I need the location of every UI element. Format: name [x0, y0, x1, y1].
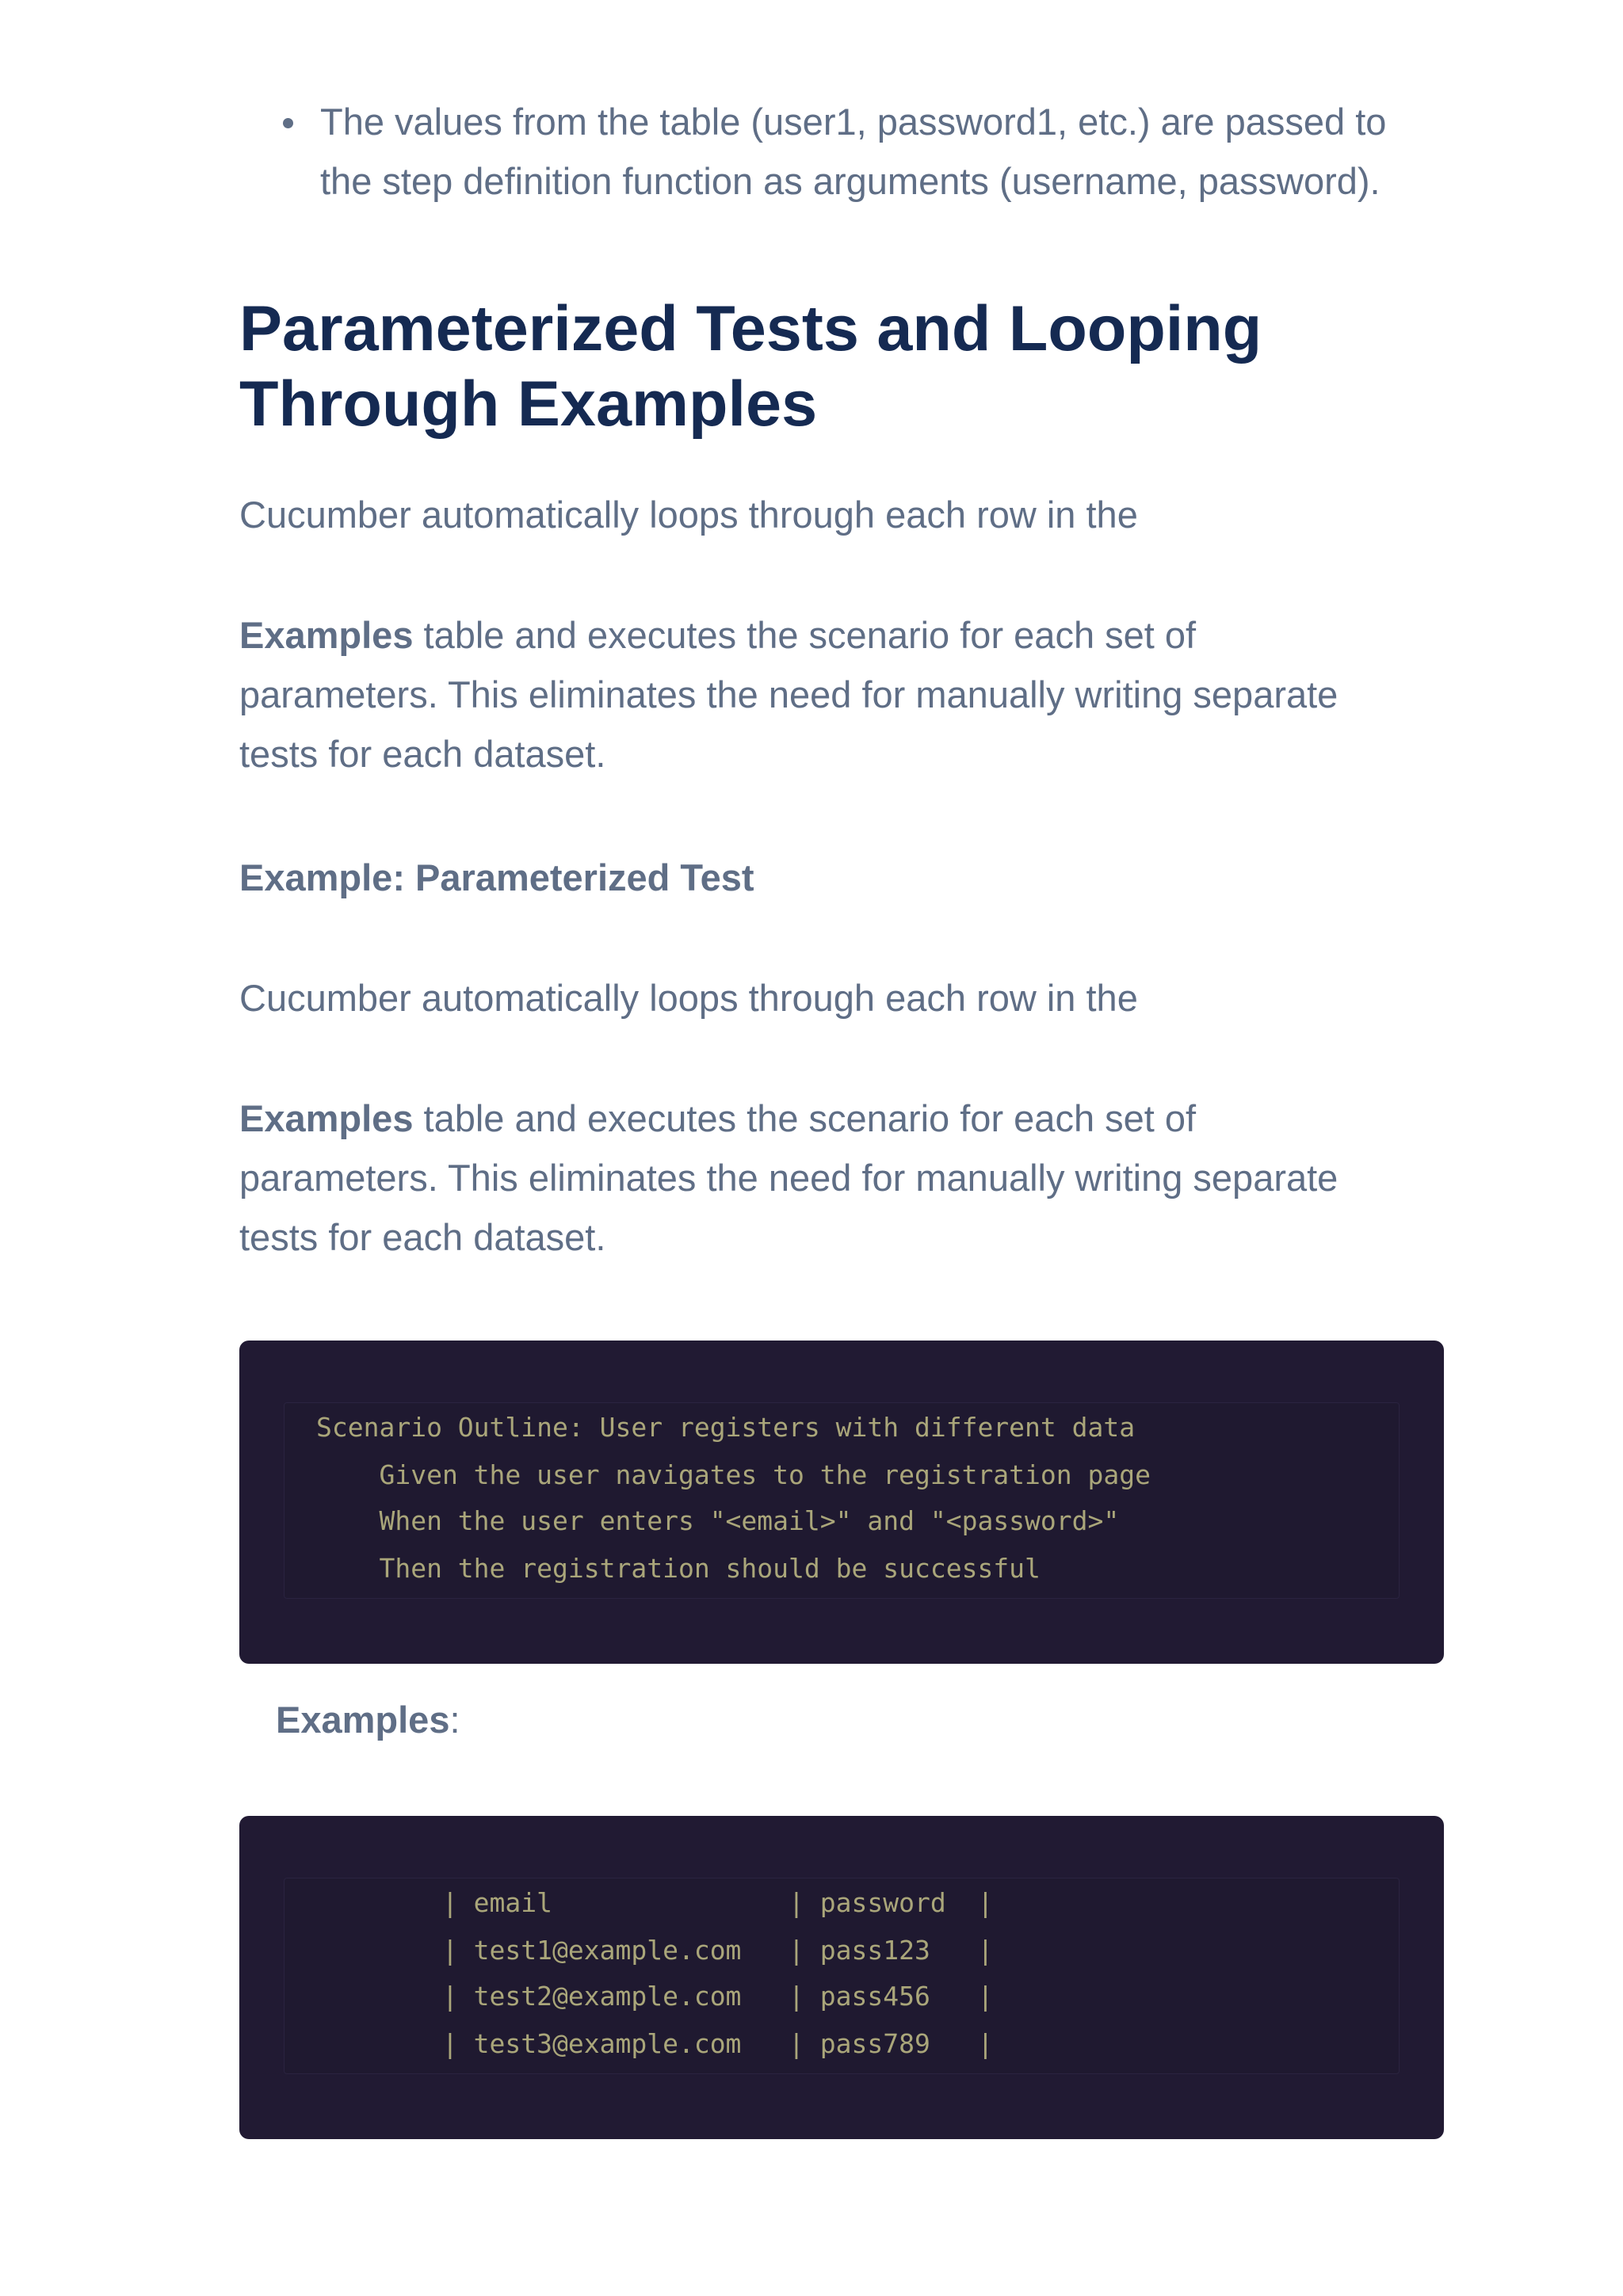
code-line: | test2@example.com | pass456 |	[316, 1981, 994, 2012]
paragraph-line: parameters. This eliminates the need for manually writing separate	[239, 1157, 1338, 1199]
paragraph-line: Cucumber automatically loops through each row in the	[239, 494, 1138, 536]
examples-keyword: Examples	[239, 614, 414, 656]
intro-paragraph	[239, 605, 1444, 784]
list-item	[281, 92, 1444, 211]
bullet-dot-icon	[283, 118, 293, 128]
bullet-line: The values from the table (user1, password1, etc.) are passed to	[320, 101, 1387, 143]
paragraph-line: table and executes the scenario for each set of	[413, 1097, 1197, 1139]
scenario-code-block	[239, 1341, 1444, 1664]
section-title-line: Parameterized Tests and Looping	[239, 293, 1262, 364]
code-line: Then the registration should be successful	[316, 1553, 1041, 1584]
paragraph-line: Cucumber automatically loops through each row in the	[239, 977, 1138, 1019]
bullet-line: the step definition function as arguments (username, password).	[320, 160, 1381, 202]
examples-colon: :	[449, 1699, 460, 1741]
section-title	[239, 292, 1388, 442]
examples-keyword: Examples	[276, 1699, 450, 1741]
code-area	[284, 1402, 1400, 1599]
code-line: When the user enters "<email>" and "<password>"	[316, 1505, 1120, 1536]
paragraph-line: table and executes the scenario for each set of	[413, 614, 1197, 656]
paragraph-line: tests for each dataset.	[239, 733, 606, 775]
bullet-list	[281, 92, 1444, 211]
code-line: Scenario Outline: User registers with different data	[316, 1412, 1136, 1443]
examples-label	[276, 1690, 460, 1749]
example-subheading: Example: Parameterized Test	[239, 856, 754, 898]
code-area	[284, 1878, 1400, 2074]
section-title-line: Through Examples	[239, 368, 818, 440]
intro-paragraph-lead	[239, 485, 1444, 544]
repeat-paragraph	[239, 1089, 1444, 1267]
examples-keyword: Examples	[239, 1097, 414, 1139]
repeat-paragraph-lead	[239, 968, 1444, 1028]
paragraph-line: parameters. This eliminates the need for manually writing separate	[239, 673, 1338, 715]
code-line: | test3@example.com | pass789 |	[316, 2028, 994, 2059]
paragraph-line: tests for each dataset.	[239, 1216, 606, 1258]
examples-code-block	[239, 1816, 1444, 2139]
code-line: | email | password |	[316, 1887, 994, 1918]
code-line: Given the user navigates to the registration page	[316, 1459, 1151, 1490]
code-line: | test1@example.com | pass123 |	[316, 1935, 994, 1966]
